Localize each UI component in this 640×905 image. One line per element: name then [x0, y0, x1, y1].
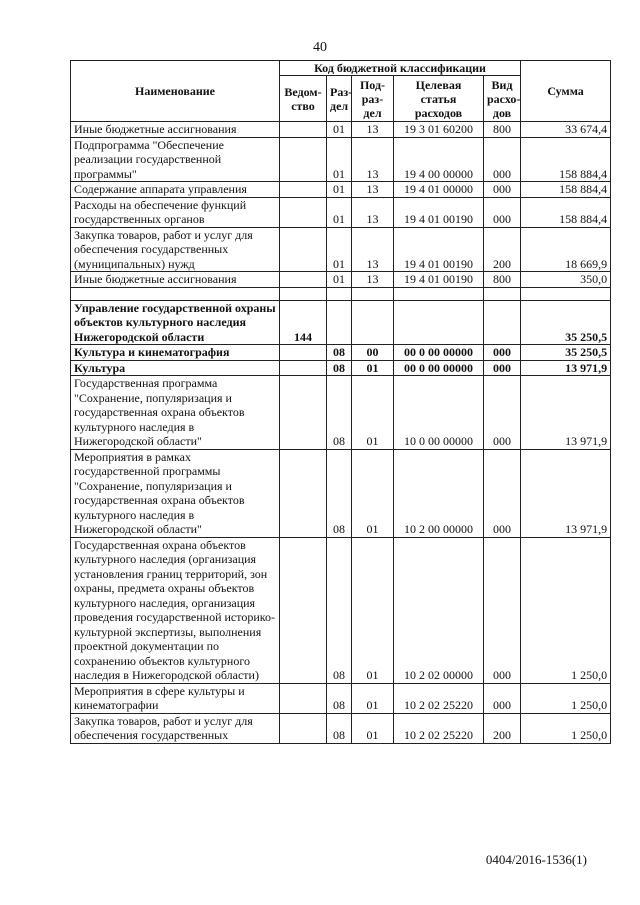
row-exp-type: 000	[484, 345, 521, 361]
row-target: 10 0 00 00000	[394, 376, 484, 450]
header-target: Целевая статья расходов	[394, 76, 484, 122]
row-amount: 158 884,4	[521, 182, 611, 198]
row-exp-type: 200	[484, 227, 521, 272]
row-subsection: 13	[352, 272, 394, 288]
row-name: Иные бюджетные ассигнования	[71, 272, 280, 288]
row-dept	[280, 360, 327, 376]
row-exp-type: 000	[484, 182, 521, 198]
row-section: 01	[327, 182, 352, 198]
table-row	[71, 537, 611, 683]
row-name: Закупка товаров, работ и услуг для обеспечения государственных	[71, 713, 280, 743]
row-exp-type: 000	[484, 197, 521, 227]
row-subsection: 13	[352, 182, 394, 198]
row-amount: 33 674,4	[521, 122, 611, 138]
row-section: 08	[327, 360, 352, 376]
table-row	[71, 137, 611, 182]
row-target: 00 0 00 00000	[394, 360, 484, 376]
row-name: Культура	[71, 360, 280, 376]
row-section	[327, 300, 352, 345]
row-name: Культура и кинематография	[71, 345, 280, 361]
header-dept: Ведом-ство	[280, 76, 327, 122]
row-dept	[280, 137, 327, 182]
table-row	[71, 376, 611, 450]
row-dept	[280, 287, 327, 300]
row-target	[394, 287, 484, 300]
row-section: 08	[327, 376, 352, 450]
table-row	[71, 122, 611, 138]
header-section: Раз-дел	[327, 76, 352, 122]
row-target	[394, 300, 484, 345]
document-code: 0404/2016-1536(1)	[485, 852, 587, 867]
row-exp-type	[484, 300, 521, 345]
row-exp-type: 800	[484, 122, 521, 138]
row-amount: 13 971,9	[521, 449, 611, 537]
row-subsection	[352, 300, 394, 345]
row-exp-type	[484, 287, 521, 300]
page-number: 40	[313, 40, 327, 55]
row-dept	[280, 376, 327, 450]
header-exp-type: Вид расхо-дов	[484, 76, 521, 122]
row-dept: 144	[280, 300, 327, 345]
header-name: Наименование	[71, 61, 280, 122]
row-subsection: 13	[352, 227, 394, 272]
row-name: Расходы на обеспечение функций государственных органов	[71, 197, 280, 227]
row-section: 08	[327, 683, 352, 713]
row-amount: 35 250,5	[521, 345, 611, 361]
row-dept	[280, 182, 327, 198]
row-name: Закупка товаров, работ и услуг для обеспечения государственных (муниципальных) нужд	[71, 227, 280, 272]
row-dept	[280, 197, 327, 227]
row-section: 01	[327, 227, 352, 272]
row-exp-type: 800	[484, 272, 521, 288]
row-target: 19 4 01 00190	[394, 272, 484, 288]
row-section: 08	[327, 345, 352, 361]
row-subsection: 01	[352, 376, 394, 450]
row-target: 19 4 00 00000	[394, 137, 484, 182]
row-dept	[280, 683, 327, 713]
row-subsection: 01	[352, 449, 394, 537]
table-row	[71, 360, 611, 376]
header-code-group: Код бюджетной классификации	[280, 61, 521, 76]
row-amount: 1 250,0	[521, 537, 611, 683]
row-exp-type: 000	[484, 360, 521, 376]
table-row	[71, 227, 611, 272]
row-amount: 1 250,0	[521, 683, 611, 713]
row-section	[327, 287, 352, 300]
row-name: Мероприятия в рамках государственной программы "Сохранение, популяризация и государственная охрана объектов культурного наследия в Нижегородской области"	[71, 449, 280, 537]
table-row	[71, 300, 611, 345]
row-section: 01	[327, 197, 352, 227]
row-exp-type: 000	[484, 137, 521, 182]
row-subsection: 01	[352, 537, 394, 683]
table-row	[71, 683, 611, 713]
row-name: Содержание аппарата управления	[71, 182, 280, 198]
row-name: Подпрограмма "Обеспечение реализации государственной программы"	[71, 137, 280, 182]
table-row	[71, 197, 611, 227]
row-target: 19 3 01 60200	[394, 122, 484, 138]
row-amount: 350,0	[521, 272, 611, 288]
row-dept	[280, 122, 327, 138]
row-section: 01	[327, 272, 352, 288]
row-section: 01	[327, 122, 352, 138]
row-subsection: 13	[352, 137, 394, 182]
row-section: 08	[327, 537, 352, 683]
header-subsection: Под-раз-дел	[352, 76, 394, 122]
row-name: Государственная охрана объектов культурного наследия (организация установления границ территорий, зон охраны, предмета охраны объектов культурного наследия, организация проведения государственной историко-культурной экспертизы, выполнения проектной документации по сохранению объектов культурного наследия в Нижегородской области)	[71, 537, 280, 683]
row-target: 19 4 01 00190	[394, 197, 484, 227]
row-subsection	[352, 287, 394, 300]
row-amount: 158 884,4	[521, 137, 611, 182]
table-row	[71, 182, 611, 198]
row-name: Государственная программа "Сохранение, популяризация и государственная охрана объектов культурного наследия в Нижегородской области"	[71, 376, 280, 450]
row-exp-type: 000	[484, 537, 521, 683]
header-amount: Сумма	[521, 61, 611, 122]
row-section: 08	[327, 449, 352, 537]
row-target: 19 4 01 00190	[394, 227, 484, 272]
table-row	[71, 287, 611, 300]
row-dept	[280, 272, 327, 288]
row-section: 08	[327, 713, 352, 743]
row-name: Иные бюджетные ассигнования	[71, 122, 280, 138]
table-body	[71, 122, 611, 744]
table-row	[71, 713, 611, 743]
row-exp-type: 000	[484, 376, 521, 450]
row-target: 00 0 00 00000	[394, 345, 484, 361]
table-row	[71, 345, 611, 361]
row-dept	[280, 449, 327, 537]
row-amount	[521, 287, 611, 300]
row-target: 10 2 00 00000	[394, 449, 484, 537]
row-amount: 13 971,9	[521, 376, 611, 450]
row-subsection: 01	[352, 683, 394, 713]
row-exp-type: 200	[484, 713, 521, 743]
row-subsection: 13	[352, 197, 394, 227]
row-target: 10 2 02 00000	[394, 537, 484, 683]
row-amount: 1 250,0	[521, 713, 611, 743]
row-name	[71, 287, 280, 300]
table-row	[71, 272, 611, 288]
row-amount: 35 250,5	[521, 300, 611, 345]
row-dept	[280, 345, 327, 361]
budget-table	[70, 60, 611, 744]
row-amount: 18 669,9	[521, 227, 611, 272]
row-name: Мероприятия в сфере культуры и кинематографии	[71, 683, 280, 713]
row-target: 10 2 02 25220	[394, 683, 484, 713]
row-target: 10 2 02 25220	[394, 713, 484, 743]
row-dept	[280, 713, 327, 743]
row-subsection: 13	[352, 122, 394, 138]
table-row	[71, 449, 611, 537]
row-exp-type: 000	[484, 449, 521, 537]
row-subsection: 01	[352, 360, 394, 376]
row-target: 19 4 01 00000	[394, 182, 484, 198]
row-dept	[280, 227, 327, 272]
row-dept	[280, 537, 327, 683]
row-section: 01	[327, 137, 352, 182]
row-exp-type: 000	[484, 683, 521, 713]
row-amount: 158 884,4	[521, 197, 611, 227]
row-amount: 13 971,9	[521, 360, 611, 376]
row-subsection: 01	[352, 713, 394, 743]
row-name: Управление государственной охраны объектов культурного наследия Нижегородской области	[71, 300, 280, 345]
row-subsection: 00	[352, 345, 394, 361]
